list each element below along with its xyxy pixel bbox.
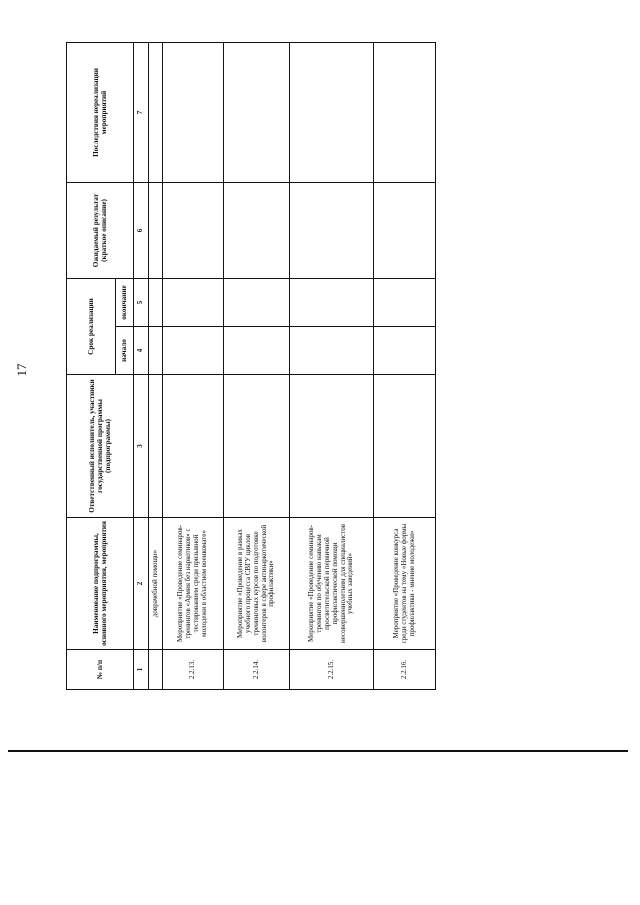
header-period: Срок реализации	[67, 279, 116, 375]
row-name: Мероприятие «Проведение семинаров-тренингов по обучению навыкам просветительской и первичной профилактической помощи несовершеннолетним для специалистов учебных заведений»	[290, 518, 374, 650]
row-result	[149, 183, 163, 279]
table-row	[162, 43, 224, 690]
row-end	[290, 279, 374, 327]
header-executor: Ответственный исполнитель, участники государственной программы (подпрограммы)	[67, 375, 134, 518]
column-number: 7	[133, 43, 149, 183]
row-executor	[290, 375, 374, 518]
column-numbers-row	[133, 43, 149, 690]
row-result	[374, 183, 436, 279]
table-container	[66, 43, 436, 690]
column-number: 2	[133, 518, 149, 650]
row-consequences	[162, 43, 224, 183]
column-number: 4	[133, 327, 149, 375]
row-start	[374, 327, 436, 375]
page-divider	[8, 750, 628, 752]
row-result	[162, 183, 224, 279]
column-number: 3	[133, 375, 149, 518]
header-row	[67, 43, 116, 690]
row-executor	[162, 375, 224, 518]
row-consequences	[224, 43, 290, 183]
header-number: № п/п	[67, 650, 134, 690]
row-result	[224, 183, 290, 279]
header-start: начало	[115, 327, 133, 375]
row-name: Мероприятие «Проведение конкурса среди студентов на тему «Новые формы профилактики - мнение молодежи»	[374, 518, 436, 650]
column-number: 1	[133, 650, 149, 690]
table-row	[224, 43, 290, 690]
row-code: 2.2.14.	[224, 650, 290, 690]
row-start	[290, 327, 374, 375]
row-end	[149, 279, 163, 327]
row-consequences	[290, 43, 374, 183]
row-name: Мероприятие «Проведение в рамках учебного процесса СВГУ циклов тренинговых курсов по подготовке волонтеров в сфере антинаркотической профилактики»	[224, 518, 290, 650]
row-consequences	[149, 43, 163, 183]
row-consequences	[374, 43, 436, 183]
row-executor	[224, 375, 290, 518]
row-executor	[149, 375, 163, 518]
row-start	[149, 327, 163, 375]
table-row	[290, 43, 374, 690]
row-start	[162, 327, 224, 375]
row-name: Мероприятие «Проведение семинаров-тренингов «Армия без наркотиков» с тестированием среди призывной молодежи в областном военкомате»	[162, 518, 224, 650]
header-consequences: Последствия нереализации мероприятий	[67, 43, 134, 183]
row-code: 2.2.13.	[162, 650, 224, 690]
page-number: 17	[14, 363, 29, 377]
table-row	[149, 43, 163, 690]
header-name: Наименование подпрограммы, основного мероприятия, мероприятия	[67, 518, 134, 650]
row-result	[290, 183, 374, 279]
row-end	[224, 279, 290, 327]
row-end	[374, 279, 436, 327]
row-executor	[374, 375, 436, 518]
row-name: доврачебной помощи»	[149, 518, 163, 650]
row-code: 2.2.16.	[374, 650, 436, 690]
row-end	[162, 279, 224, 327]
row-start	[224, 327, 290, 375]
row-code	[149, 650, 163, 690]
table-row	[374, 43, 436, 690]
column-number: 6	[133, 183, 149, 279]
program-table	[66, 42, 436, 690]
column-number: 5	[133, 279, 149, 327]
rotated-table	[66, 43, 436, 690]
header-result: Ожидаемый результат (краткое описание)	[67, 183, 134, 279]
header-end: окончание	[115, 279, 133, 327]
row-code: 2.2.15.	[290, 650, 374, 690]
